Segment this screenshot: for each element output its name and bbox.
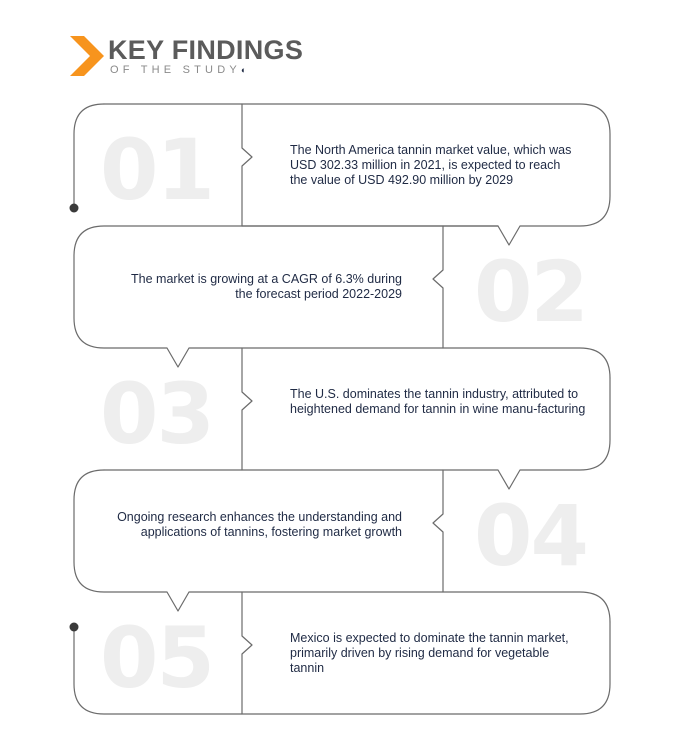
divider-02	[433, 226, 443, 348]
divider-03	[242, 348, 252, 470]
page-subtitle: OF THE STUDY◐	[110, 64, 247, 76]
divider-04	[433, 470, 443, 592]
finding-number-02: 02	[474, 243, 587, 341]
finding-text-05: Mexico is expected to dominate the tannin market, primarily driven by rising demand for vegetable tannin	[290, 631, 569, 675]
connector-dot-start	[70, 204, 79, 213]
page-title: KEY FINDINGS	[108, 35, 304, 65]
finding-text-02: The market is growing at a CAGR of 6.3% during the forecast period 2022-2029	[131, 272, 402, 301]
finding-text-01: The North America tannin market value, which was USD 302.33 million in 2021, is expected to reach the value of USD 492.90 million by 2029	[290, 143, 572, 187]
divider-01	[242, 104, 252, 226]
finding-text-03: The U.S. dominates the tannin industry, attributed to heightened demand for tannin in wine manu-facturing	[290, 387, 586, 416]
finding-number-03: 03	[100, 365, 213, 463]
connector-dot-end	[70, 623, 79, 632]
finding-number-01: 01	[100, 121, 213, 219]
divider-05	[242, 592, 252, 714]
finding-text-04: Ongoing research enhances the understanding and applications of tannins, fostering market growth	[117, 510, 402, 539]
finding-number-04: 04	[474, 487, 587, 585]
finding-number-05: 05	[100, 609, 213, 707]
